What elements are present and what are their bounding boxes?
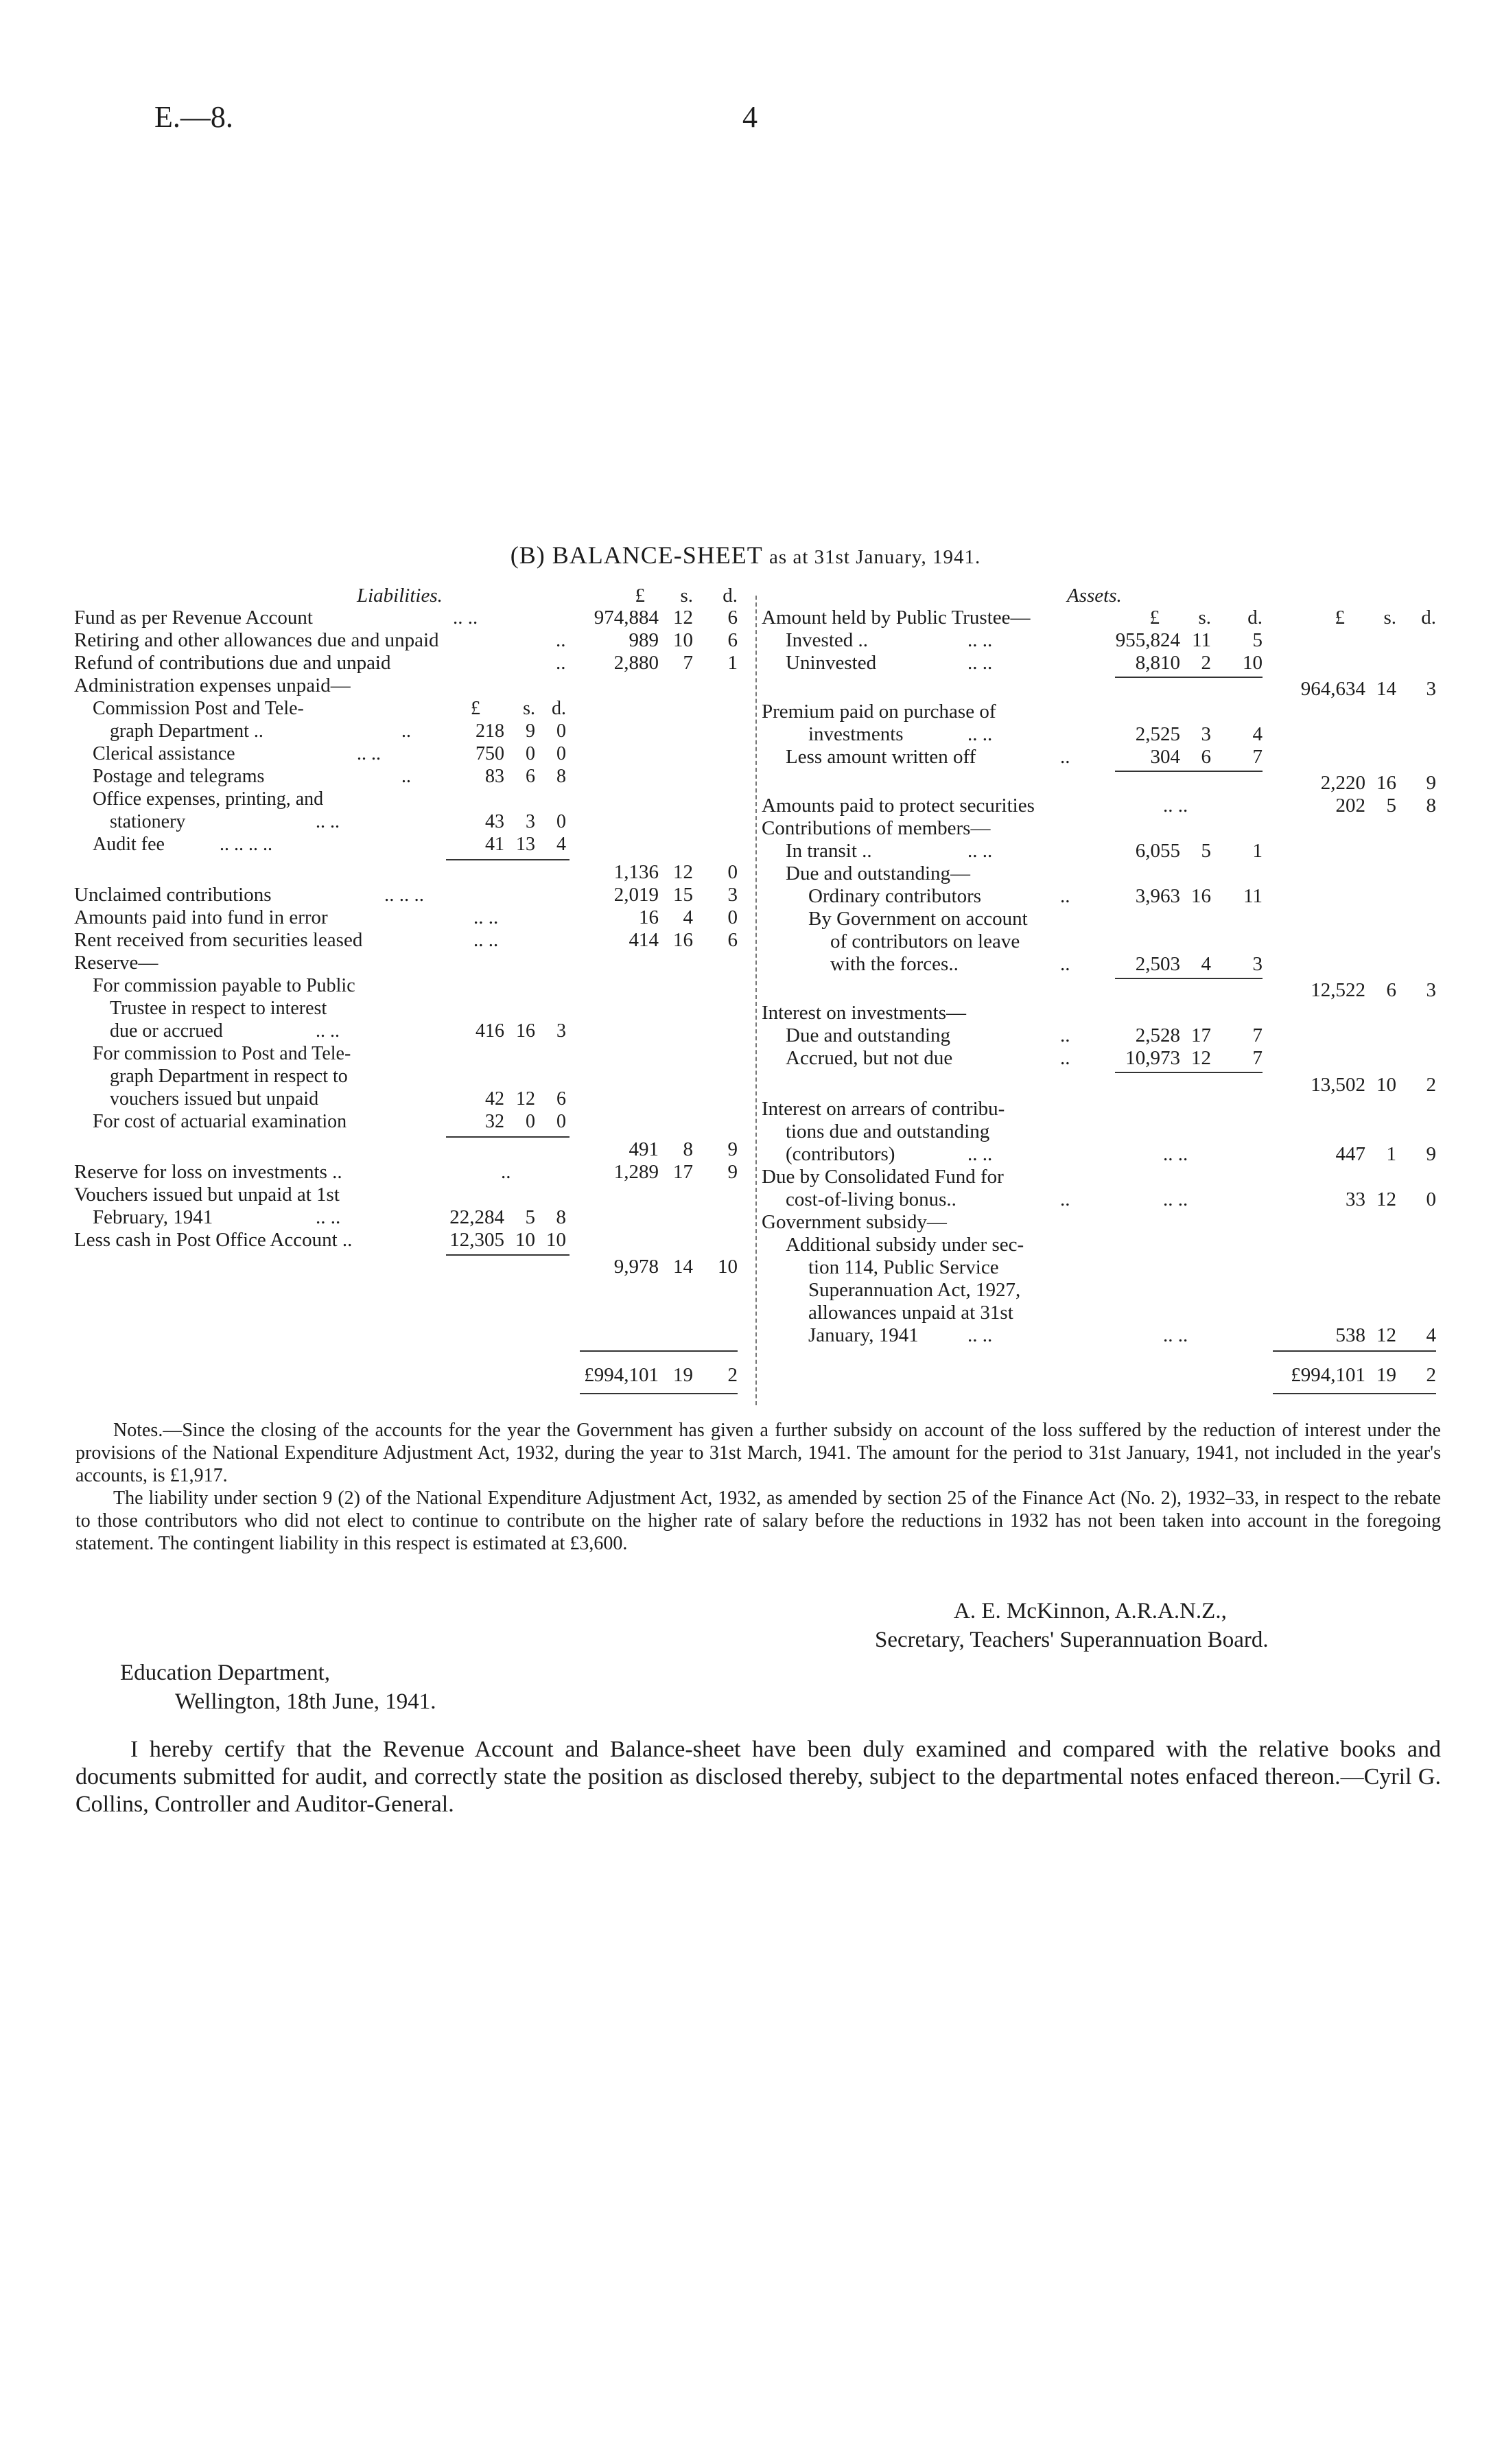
admin-item-s: 13 <box>516 834 535 855</box>
assets-total-d: 2 <box>1426 1364 1436 1386</box>
held-total-amount: 964,634 <box>1300 678 1365 700</box>
less-written-dots: .. <box>1060 746 1070 768</box>
vouchers-rule <box>446 1254 570 1256</box>
invested-dots: .. .. <box>967 629 993 651</box>
premium-total-amount: 2,220 <box>1320 772 1365 794</box>
assets-col1-s: s. <box>1198 607 1211 629</box>
reserve-item-amount: 32 <box>485 1111 504 1132</box>
less-written-d: 7 <box>1252 746 1263 768</box>
ordinary-d: 11 <box>1243 885 1263 907</box>
reserve-item-amount: 42 <box>485 1088 504 1110</box>
note-paragraph: The liability under section 9 (2) of the National Expenditure Adjustment Act, 1932, as amended by section 25 of the Finance Act (No. 2), 1932–33, in respect to the rebate to those contributors who did not elect to continue to contribute on the higher rate of salary before the reductions in 1932 has not been taken into account in the foregoing statement. The contingent liability in this respect is estimated at £3,600. <box>75 1488 1441 1554</box>
premium-rule <box>1115 771 1263 772</box>
admin-item-amount: 41 <box>485 834 504 855</box>
admin-item-s: 3 <box>526 811 535 832</box>
int-total-amount: 13,502 <box>1311 1074 1365 1096</box>
subsidy-heading: Government subsidy— <box>762 1211 947 1233</box>
admin-item-d: 4 <box>556 834 566 855</box>
unclaimed-s: 15 <box>673 884 693 906</box>
arrears-label: Interest on arrears of contribu- <box>762 1098 1005 1120</box>
admin-rule <box>446 859 570 860</box>
reserve-loss-label: Reserve for loss on investments .. <box>74 1161 342 1183</box>
premium-label: Premium paid on purchase of <box>762 701 996 723</box>
ordinary-amount: 3,963 <box>1135 885 1180 907</box>
reserve-item-label: due or accrued <box>110 1020 223 1042</box>
govt-account-s: 4 <box>1201 953 1211 975</box>
subsidy-amount: 538 <box>1335 1324 1365 1346</box>
fund-d: 6 <box>727 607 738 629</box>
contrib-total-d: 3 <box>1426 979 1436 1001</box>
int-accrued-amount: 10,973 <box>1125 1047 1180 1069</box>
premium-total-s: 16 <box>1376 772 1396 794</box>
liabilities-total-s: 19 <box>673 1364 693 1386</box>
date-line: Wellington, 18th June, 1941. <box>175 1689 436 1714</box>
less-cash-amount: 12,305 <box>449 1229 504 1251</box>
amounts-paid-s: 4 <box>683 906 693 928</box>
int-accrued-s: 12 <box>1191 1047 1211 1069</box>
subsidy-label: January, 1941 <box>808 1324 919 1346</box>
admin-item-d: 8 <box>556 766 566 787</box>
contrib-total-s: 6 <box>1386 979 1396 1001</box>
int-due-label: Due and outstanding <box>786 1024 951 1046</box>
govt-account-amount: 2,503 <box>1135 953 1180 975</box>
liab-col-s: s. <box>680 585 693 607</box>
rent-dots: .. .. <box>473 929 499 951</box>
less-written-amount: 304 <box>1150 746 1180 768</box>
int-total-d: 2 <box>1426 1074 1436 1096</box>
rent-d: 6 <box>727 929 738 951</box>
subsidy-label: Additional subsidy under sec- <box>786 1234 1024 1256</box>
reserve-item-label: Trustee in respect to interest <box>110 998 327 1019</box>
column-divider <box>755 596 757 1405</box>
premium-dots: .. .. <box>967 723 993 745</box>
due-heading: Due and outstanding— <box>786 863 971 884</box>
reserve-item-s: 16 <box>516 1020 535 1042</box>
consolidated-d: 0 <box>1426 1188 1436 1210</box>
reserve-loss-d: 9 <box>727 1161 738 1183</box>
int-accrued-d: 7 <box>1252 1047 1263 1069</box>
govt-account-dots: .. <box>1060 953 1070 975</box>
uninvested-s: 2 <box>1201 652 1211 674</box>
ordinary-s: 16 <box>1191 885 1211 907</box>
interest-rule <box>1115 1072 1263 1073</box>
fund-dots: .. .. <box>453 607 478 629</box>
unclaimed-dots: .. .. .. <box>384 884 424 906</box>
int-total-s: 10 <box>1376 1074 1396 1096</box>
reserve-rule <box>446 1136 570 1138</box>
assets-col2-s: s. <box>1383 607 1396 629</box>
protect-d: 8 <box>1426 795 1436 817</box>
subsidy-dots: .. .. <box>967 1324 993 1346</box>
vouchers-net-d: 10 <box>718 1256 738 1278</box>
fund-label: Fund as per Revenue Account <box>74 607 313 629</box>
reserve-item-d: 0 <box>556 1111 566 1132</box>
contrib-rule <box>1115 978 1263 979</box>
retiring-dots: .. <box>556 629 566 651</box>
held-total-s: 14 <box>1376 678 1396 700</box>
in-transit-label: In transit .. <box>786 840 872 862</box>
admin-item-label: Postage and telegrams <box>93 766 265 787</box>
admin-item-label: Audit fee <box>93 834 165 855</box>
admin-item-dots: .. <box>401 720 411 742</box>
arrears-dots: .. .. <box>967 1143 993 1165</box>
retiring-d: 6 <box>727 629 738 651</box>
reserve-item-label: graph Department in respect to <box>110 1066 348 1087</box>
arrears-s: 1 <box>1386 1143 1396 1165</box>
reserve-loss-amount: 1,289 <box>613 1161 659 1183</box>
document-reference: E.—8. <box>154 100 233 134</box>
protect-label: Amounts paid to protect securities <box>762 795 1035 817</box>
fund-s: 12 <box>673 607 693 629</box>
ordinary-dots: .. <box>1060 885 1070 907</box>
admin-item-dots: .. <box>401 766 411 787</box>
admin-col-pound: £ <box>471 698 480 719</box>
page-number: 4 <box>742 100 758 134</box>
audit-certificate: I hereby certify that the Revenue Account and Balance-sheet have been duly examined and compared with the relative books and documents submitted for audit, and correctly state the position as disclosed thereby, subject to the departmental notes enfaced thereon.—Cyril G. Collins, Controller and Auditor-General. <box>75 1737 1441 1817</box>
rent-label: Rent received from securities leased <box>74 929 363 951</box>
reserve-item-label: For cost of actuarial examination <box>93 1111 347 1132</box>
subsidy-d: 4 <box>1426 1324 1436 1346</box>
vouchers-d: 8 <box>556 1206 566 1228</box>
admin-item-label: Clerical assistance <box>93 743 235 764</box>
liabilities-heading: Liabilities. <box>357 585 443 607</box>
contrib-total-amount: 12,522 <box>1311 979 1365 1001</box>
retiring-s: 10 <box>673 629 693 651</box>
uninvested-d: 10 <box>1243 652 1263 674</box>
protect-dots: .. .. <box>1163 795 1188 817</box>
subsidy-s: 12 <box>1376 1324 1396 1346</box>
signatory-name: A. E. McKinnon, A.R.A.N.Z., <box>954 1599 1227 1623</box>
vouchers-dots: .. .. <box>316 1206 341 1228</box>
subsidy-dots-2: .. .. <box>1163 1324 1188 1346</box>
uninvested-dots: .. .. <box>967 652 993 674</box>
consolidated-dots-2: .. .. <box>1163 1188 1188 1210</box>
assets-col2-pound: £ <box>1335 607 1345 629</box>
consolidated-label: Due by Consolidated Fund for <box>762 1166 1004 1188</box>
rent-amount: 414 <box>629 929 659 951</box>
vouchers-label-cont: February, 1941 <box>93 1206 213 1228</box>
admin-item-s: 0 <box>526 743 535 764</box>
admin-item-label: stationery <box>110 811 186 832</box>
admin-item-d: 0 <box>556 743 566 764</box>
premium-s: 3 <box>1201 723 1211 745</box>
subsidy-label: Superannuation Act, 1927, <box>808 1279 1021 1301</box>
reserve-total-d: 9 <box>727 1138 738 1160</box>
admin-item-dots: .. .. .. .. <box>220 834 272 855</box>
arrears-amount: 447 <box>1335 1143 1365 1165</box>
consolidated-label-cont: cost-of-living bonus.. <box>786 1188 956 1210</box>
fund-amount: 974,884 <box>594 607 659 629</box>
admin-item-label: Commission Post and Tele- <box>93 698 304 719</box>
title-date: as at 31st January, 1941. <box>769 546 981 568</box>
assets-col1-pound: £ <box>1149 607 1160 629</box>
admin-item-amount: 43 <box>485 811 504 832</box>
reserve-total-s: 8 <box>683 1138 693 1160</box>
int-due-s: 17 <box>1191 1024 1211 1046</box>
invested-s: 11 <box>1192 629 1211 651</box>
reserve-item-label: For commission payable to Public <box>93 975 355 996</box>
invested-amount: 955,824 <box>1115 629 1180 651</box>
held-label: Amount held by Public Trustee— <box>762 607 1031 629</box>
admin-item-label: graph Department .. <box>110 720 263 742</box>
consolidated-s: 12 <box>1376 1188 1396 1210</box>
liabilities-total-amount: £994,101 <box>584 1364 659 1386</box>
premium-d: 4 <box>1252 723 1263 745</box>
admin-item-dots: .. .. <box>357 743 381 764</box>
amounts-paid-d: 0 <box>727 906 738 928</box>
place-line: Education Department, <box>120 1661 331 1685</box>
admin-item-amount: 218 <box>476 720 504 742</box>
refund-amount: 2,880 <box>613 652 659 674</box>
reserve-loss-dots: .. <box>501 1161 511 1183</box>
balance-sheet-title <box>0 541 1491 570</box>
assets-heading: Assets. <box>1067 585 1122 607</box>
liabilities-total-d: 2 <box>727 1364 738 1386</box>
reserve-item-s: 12 <box>516 1088 535 1110</box>
note-paragraph: Notes.—Since the closing of the accounts for the year the Government has given a further subsidy on account of the loss suffered by the reduction of interest under the provisions of the National Expenditure Adjustment Act, 1932, during the year to 31st March, 1941. The amount for the period to 31st January, 1941, not included in the year's accounts, is £1,917. <box>75 1420 1441 1486</box>
reserve-item-label: For commission to Post and Tele- <box>93 1043 351 1064</box>
refund-label: Refund of contributions due and unpaid <box>74 652 391 674</box>
interest-heading: Interest on investments— <box>762 1002 967 1024</box>
vouchers-net-s: 14 <box>673 1256 693 1278</box>
premium-amount: 2,525 <box>1135 723 1180 745</box>
uninvested-label: Uninvested <box>786 652 877 674</box>
consolidated-amount: 33 <box>1346 1188 1365 1210</box>
less-cash-s: 10 <box>515 1229 535 1251</box>
assets-total-amount: £994,101 <box>1291 1364 1365 1386</box>
admin-col-d: d. <box>552 698 566 719</box>
admin-item-d: 0 <box>556 720 566 742</box>
in-transit-dots: .. .. <box>967 840 993 862</box>
retiring-amount: 989 <box>629 629 659 651</box>
consolidated-dots: .. <box>1060 1188 1070 1210</box>
liab-total-underline <box>580 1393 738 1394</box>
reserve-item-amount: 416 <box>476 1020 504 1042</box>
vouchers-label: Vouchers issued but unpaid at 1st <box>74 1184 340 1206</box>
admin-total-s: 12 <box>673 861 693 883</box>
amounts-paid-amount: 16 <box>639 906 659 928</box>
admin-col-s: s. <box>523 698 535 719</box>
int-due-dots: .. <box>1060 1024 1070 1046</box>
unclaimed-amount: 2,019 <box>613 884 659 906</box>
retiring-label: Retiring and other allowances due and unpaid <box>74 629 439 651</box>
vouchers-amount: 22,284 <box>449 1206 504 1228</box>
assets-col2-d: d. <box>1421 607 1436 629</box>
premium-label-cont: investments <box>808 723 904 745</box>
govt-account-d: 3 <box>1252 953 1263 975</box>
ordinary-label: Ordinary contributors <box>808 885 982 907</box>
protect-amount: 202 <box>1335 795 1365 817</box>
contrib-heading: Contributions of members— <box>762 817 991 839</box>
arrears-label-cont: tions due and outstanding <box>786 1120 990 1142</box>
liab-col-d: d. <box>723 585 738 607</box>
reserve-item-d: 3 <box>556 1020 566 1042</box>
rent-s: 16 <box>673 929 693 951</box>
subsidy-label: allowances unpaid at 31st <box>808 1302 1013 1324</box>
less-cash-label: Less cash in Post Office Account .. <box>74 1229 353 1251</box>
refund-dots: .. <box>556 652 566 674</box>
unclaimed-label: Unclaimed contributions <box>74 884 272 906</box>
reserve-item-label: vouchers issued but unpaid <box>110 1088 319 1110</box>
admin-item-d: 0 <box>556 811 566 832</box>
int-accrued-label: Accrued, but not due <box>786 1047 953 1069</box>
admin-item-label: Office expenses, printing, and <box>93 788 324 810</box>
int-due-d: 7 <box>1252 1024 1263 1046</box>
refund-d: 1 <box>727 652 738 674</box>
reserve-item-s: 0 <box>526 1111 535 1132</box>
held-rule <box>1115 677 1263 678</box>
signatory-role: Secretary, Teachers' Superannuation Board. <box>875 1628 1269 1652</box>
assets-total-underline <box>1273 1393 1436 1394</box>
arrears-dots-2: .. .. <box>1163 1143 1188 1165</box>
vouchers-net-amount: 9,978 <box>613 1256 659 1278</box>
liab-col-pound: £ <box>635 585 645 607</box>
subsidy-label: tion 114, Public Service <box>808 1256 999 1278</box>
less-written-label: Less amount written off <box>786 746 976 768</box>
assets-total-s: 19 <box>1376 1364 1396 1386</box>
title-main: (B) BALANCE-SHEET <box>510 541 763 569</box>
less-cash-d: 10 <box>546 1229 566 1251</box>
in-transit-s: 5 <box>1201 840 1211 862</box>
arrears-d: 9 <box>1426 1143 1436 1165</box>
reserve-loss-s: 17 <box>673 1161 693 1183</box>
assets-col1-d: d. <box>1247 607 1263 629</box>
admin-total-amount: 1,136 <box>613 861 659 883</box>
reserve-item-d: 6 <box>556 1088 566 1110</box>
govt-account-label: By Government on account <box>808 908 1028 930</box>
admin-item-s: 6 <box>526 766 535 787</box>
held-total-d: 3 <box>1426 678 1436 700</box>
amounts-paid-dots: .. .. <box>473 906 499 928</box>
less-written-s: 6 <box>1201 746 1211 768</box>
uninvested-amount: 8,810 <box>1135 652 1180 674</box>
refund-s: 7 <box>683 652 693 674</box>
govt-account-label-cont2: with the forces.. <box>830 953 959 975</box>
int-due-amount: 2,528 <box>1135 1024 1180 1046</box>
reserve-total-amount: 491 <box>629 1138 659 1160</box>
notes <box>75 1419 1441 1555</box>
admin-item-amount: 83 <box>485 766 504 787</box>
govt-account-label-cont: of contributors on leave <box>830 930 1020 952</box>
invested-label: Invested .. <box>786 629 868 651</box>
in-transit-d: 1 <box>1252 840 1263 862</box>
protect-s: 5 <box>1386 795 1396 817</box>
admin-item-dots: .. .. <box>316 811 340 832</box>
reserve-item-dots: .. .. <box>316 1020 340 1042</box>
amounts-paid-label: Amounts paid into fund in error <box>74 906 328 928</box>
vouchers-s: 5 <box>525 1206 535 1228</box>
premium-total-d: 9 <box>1426 772 1436 794</box>
unclaimed-d: 3 <box>727 884 738 906</box>
assets-total-rule <box>1273 1350 1436 1352</box>
liab-total-rule <box>580 1350 738 1352</box>
arrears-label-cont2: (contributors) <box>786 1143 895 1165</box>
int-accrued-dots: .. <box>1060 1047 1070 1069</box>
reserve-heading: Reserve— <box>74 952 159 974</box>
admin-item-amount: 750 <box>476 743 504 764</box>
admin-heading: Administration expenses unpaid— <box>74 674 351 696</box>
invested-d: 5 <box>1252 629 1263 651</box>
admin-item-s: 9 <box>526 720 535 742</box>
admin-total-d: 0 <box>727 861 738 883</box>
in-transit-amount: 6,055 <box>1135 840 1180 862</box>
